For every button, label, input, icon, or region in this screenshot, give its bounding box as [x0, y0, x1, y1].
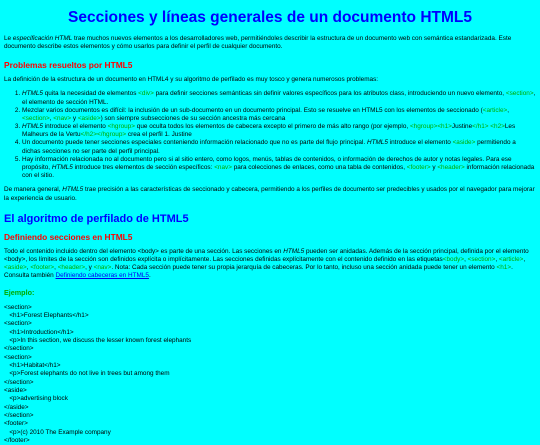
example-code-block: <section> <h1>Forest Elephants</h1> <section> <h1>Introduction</h1> <p>In this section, we discuss the lesser known forest elephants </section> <section> <h1>Habitat</h1> <p>Forest elephants do not live in trees but among them </section> <aside> <p>advertising block </aside> </section> <footer> <p>(c) 2010 The Example company </footer>: [4, 303, 192, 444]
problems-intro: La definición de la estructura de un documento en HTML4 y su algoritmo de perfilado es muy tosco y genera numerosos problemas:: [4, 76, 379, 84]
code-tag: <footer>: [30, 264, 55, 271]
code-tag: <hgroup>: [107, 123, 135, 131]
code-tag: <h2>: [490, 123, 505, 131]
code-tag: <nav>: [214, 164, 232, 172]
problems-summary: De manera general, HTML5 trae precisión a las características de seccionado y cabecera, permitiendo a los perfiles de documento ser predecibles y usados por el navegador para mejorar la experiencia de usuario.: [4, 186, 535, 202]
code-tag: <header>: [437, 164, 465, 172]
emphasis-text: especificación HTML: [12, 35, 73, 43]
list-item: 2. Mezclar varios documentos es difícil: la inclusión de un sub-documento en un documento principal. Esto se resuelve en HTML5 con los elementos de seccionado (<article>, <section>, <nav> y <aside>) son siempre subsecciones de su sección ancestra más cercana: [22, 107, 536, 123]
code-tag: <article>: [498, 255, 524, 263]
code-tag: <nav>: [93, 264, 112, 271]
code-tag: <h1>: [496, 264, 512, 271]
emphasis-text: HTML5: [51, 164, 73, 172]
defining-headings-link[interactable]: Definiendo cabeceras en HTML5: [55, 272, 149, 280]
emphasis-text: HTML5: [22, 90, 43, 98]
example-label: Ejemplo:: [4, 288, 35, 298]
code-tag: </h2></hgroup>: [80, 131, 127, 139]
code-tag: <section>: [22, 114, 50, 122]
code-tag: <aside>: [77, 114, 101, 122]
list-item: 5. Hay información relacionada no al documento pero si al sitio entero, como logos, menús, tablas de contenidos, o información de derechos de autor y notas legales. Para ese propósito, HTML5 introduce tres elementos de sección específicos: <nav> para colecciones de enlaces, como una tabla de contenidos, <footer> y <header> información relacionada con el sitio.: [22, 156, 536, 181]
code-tag: <aside>: [4, 264, 27, 271]
code-tag: <hgroup><h1>: [409, 123, 452, 131]
emphasis-text: HTML5: [283, 247, 305, 255]
problems-list: [4, 90, 536, 180]
algorithm-heading: El algoritmo de perfilado de HTML5: [4, 212, 189, 225]
code-tag: <div>: [138, 90, 154, 98]
problems-heading: Problemas resueltos por HTML5: [4, 60, 133, 71]
emphasis-text: HTML5: [62, 186, 84, 194]
code-tag: <section>: [505, 90, 534, 98]
code-tag: <aside>: [452, 139, 476, 147]
list-item: 3. HTML5 introduce el elemento <hgroup> que oculta todos los elementos de cabecera excepto el primero de más alto rango (por ejemplo, <hgroup><h1>Justine</h1> <h2>Les Malheurs de la Vertu</h2></hgroup> crea el perfil 1. Justine: [22, 123, 536, 139]
code-tag: <body>: [442, 255, 465, 263]
list-item: 4. Un documento puede tener secciones especiales conteniendo información relacionado que no es parte del flujo principal. HTML5 introduce el elemento <aside> permitiendo a dichas secciones no ser parte del perfil principal.: [22, 139, 536, 155]
code-tag: <section>: [467, 255, 496, 263]
emphasis-text: HTML5: [22, 123, 43, 131]
list-item: 1. HTML5 quita la necesidad de elementos <div> para definir secciones semánticas sin definir valores específicos para los atributos class, introduciendo un nuevo elemento, <section>, el elemento de sección HTML.: [22, 90, 536, 106]
code-tag: <footer>: [406, 164, 431, 172]
defining-sections-paragraph: Todo el contenido incluido dentro del elemento <body> es parte de una sección. Las secciones en HTML5 pueden ser anidadas. Además de la sección principal, definida por el elemento <body>, los límites de la sección son definidos explícita o implícitamente. Las secciones definidas explícitamente con el contenido definido en las etiquetas<body>, <section>, <article>, <aside>, <footer>, <header>, y <nav>. Nota: Cada sección puede tener su propia jerarquía de cabeceras. Por lo tanto, incluso una sección anidada puede tener un elemento <h1>. Consulta también Definiendo cabeceras en HTML5.: [4, 247, 529, 280]
code-tag: <article>: [482, 106, 508, 114]
page-title: Secciones y líneas generales de un documento HTML5: [68, 9, 472, 26]
code-tag: <header>: [57, 264, 86, 271]
code-tag: <nav>: [53, 114, 72, 122]
defining-sections-heading: Definiendo secciones en HTML5: [4, 231, 133, 242]
emphasis-text: HTML5: [366, 139, 388, 147]
code-tag: </h1>: [472, 123, 489, 131]
intro-paragraph: Le especificación HTML trae muchos nuevos elementos a los desarrolladores web, permitiéndoles describir la estructura de un documento web con semántica estandarizada. Este documento describe estos elementos y cómo usarlos para definir el perfil de cualquier documento.: [4, 35, 512, 51]
